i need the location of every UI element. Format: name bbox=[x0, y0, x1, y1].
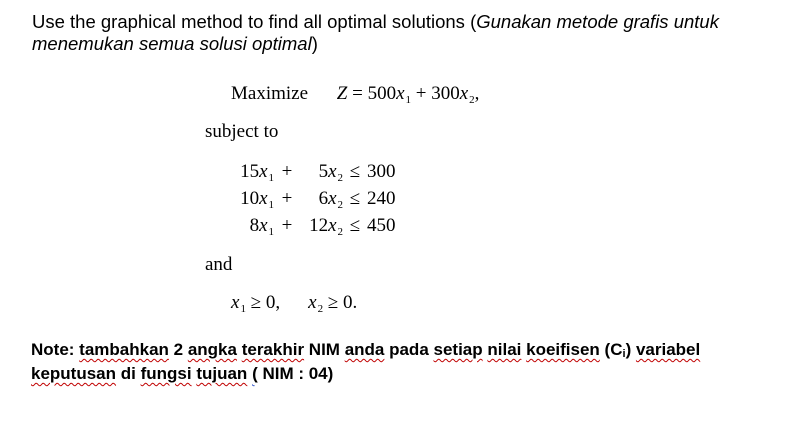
instruction-indonesian: Gunakan metode grafis untuk menemukan semua solusi optimal bbox=[32, 11, 719, 54]
constraint-var-x: x bbox=[328, 215, 337, 236]
note-fragment: (C bbox=[599, 340, 623, 359]
note-fragment: pada bbox=[384, 340, 434, 359]
constraint-var-x: x bbox=[259, 188, 268, 209]
constraint-var-sub: 2 bbox=[337, 199, 343, 211]
objective-var-sub: 1 bbox=[405, 94, 412, 106]
note-word: variabel bbox=[635, 340, 701, 359]
note-word: angka bbox=[187, 340, 237, 359]
nonneg-var-x: x bbox=[308, 292, 317, 313]
note-word: keputusan bbox=[31, 364, 117, 383]
constraint-relation: ≤ bbox=[349, 215, 361, 236]
constraint-operator: + bbox=[281, 161, 293, 182]
note-word: koeifisen bbox=[526, 340, 600, 359]
objective-var-x: x bbox=[459, 83, 469, 104]
objective-plus: + bbox=[411, 83, 432, 104]
nonneg-var-x: x bbox=[231, 292, 240, 313]
note-word: anda bbox=[344, 340, 385, 359]
note-word: ( bbox=[252, 364, 258, 383]
constraint-coef-1: 8 bbox=[249, 215, 260, 236]
constraint-row bbox=[224, 188, 407, 215]
nonneg-var-sub: 2 bbox=[317, 303, 324, 315]
objective-function bbox=[231, 83, 479, 106]
constraint-var-x: x bbox=[259, 161, 268, 182]
constraint-coef-2: 12 bbox=[309, 215, 329, 236]
constraint-var-x: x bbox=[328, 161, 337, 182]
constraint-coef-2: 6 bbox=[318, 188, 329, 209]
constraint-operator: + bbox=[281, 215, 293, 236]
constraint-relation: ≤ bbox=[349, 188, 361, 209]
objective-var-sub: 2 bbox=[469, 94, 475, 106]
nonneg-var-sub: 1 bbox=[240, 303, 246, 315]
objective-var-x: x bbox=[396, 83, 405, 104]
note-fragment: NIM : 04) bbox=[257, 364, 334, 383]
constraint-var-sub: 1 bbox=[268, 226, 274, 238]
note-text bbox=[31, 340, 771, 384]
objective-equals: = bbox=[347, 83, 368, 104]
note-fragment: di bbox=[116, 364, 141, 383]
note-word: terakhir bbox=[241, 340, 305, 359]
constraint-rhs: 450 bbox=[367, 215, 396, 236]
constraints-block bbox=[224, 161, 407, 242]
constraint-var-sub: 2 bbox=[337, 226, 343, 238]
note-fragment: NIM bbox=[304, 340, 345, 359]
note-prefix: Note: bbox=[31, 340, 80, 359]
constraint-var-sub: 1 bbox=[268, 172, 274, 184]
maximize-keyword: Maximize bbox=[231, 83, 309, 104]
constraint-operator: + bbox=[281, 188, 293, 209]
instruction-english: Use the graphical method to find all optimal solutions ( bbox=[32, 11, 477, 32]
constraint-var-x: x bbox=[259, 215, 268, 236]
nonnegativity-constraints bbox=[231, 292, 357, 315]
note-fragment: ) bbox=[625, 340, 636, 359]
and-label: and bbox=[205, 254, 233, 275]
constraint-coef-2: 5 bbox=[318, 161, 329, 182]
instruction-close-paren: ) bbox=[311, 33, 318, 54]
constraint-rhs: 300 bbox=[367, 161, 396, 182]
constraint-row bbox=[224, 215, 407, 242]
nonneg-relation-end: ≥ 0. bbox=[323, 292, 358, 313]
constraint-relation: ≤ bbox=[349, 161, 361, 182]
constraint-var-x: x bbox=[328, 188, 337, 209]
note-word: nilai bbox=[487, 340, 522, 359]
objective-coef-1: 500 bbox=[367, 83, 397, 104]
note-word: tambahkan bbox=[79, 340, 169, 359]
constraint-coef-1: 10 bbox=[240, 188, 260, 209]
subject-to-label: subject to bbox=[205, 121, 279, 142]
nonneg-relation: ≥ 0, bbox=[245, 292, 281, 313]
note-word: setiap bbox=[433, 340, 483, 359]
objective-coef-2: 300 bbox=[431, 83, 460, 104]
constraint-row bbox=[224, 161, 407, 188]
note-subscript: i bbox=[622, 348, 626, 360]
note-fragment: 2 bbox=[168, 340, 188, 359]
objective-comma: , bbox=[474, 83, 480, 104]
instruction-text bbox=[32, 11, 772, 55]
constraint-coef-1: 15 bbox=[240, 161, 260, 182]
constraint-var-sub: 1 bbox=[268, 199, 274, 211]
note-word: tujuan bbox=[196, 364, 248, 383]
objective-z: Z bbox=[336, 83, 348, 104]
note-word: fungsi bbox=[140, 364, 192, 383]
constraint-var-sub: 2 bbox=[337, 172, 343, 184]
constraint-rhs: 240 bbox=[367, 188, 396, 209]
